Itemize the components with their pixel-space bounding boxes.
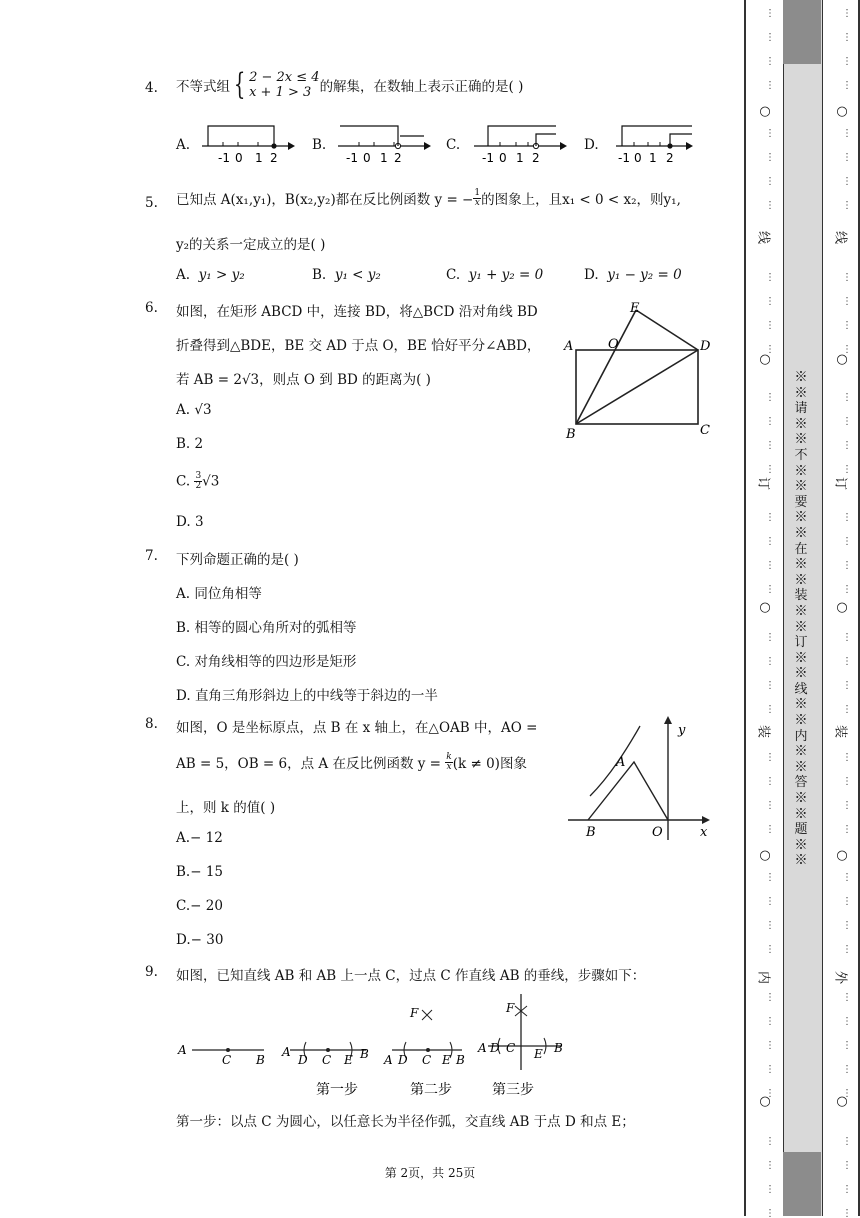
svg-text:B: B (360, 1047, 369, 1061)
q8-number: 8. (145, 716, 158, 732)
binding-circle-icon: ○ (836, 848, 848, 863)
svg-text:1: 1 (516, 151, 524, 165)
svg-text:-1: -1 (618, 151, 630, 165)
binding-dots: ⋯ (764, 344, 775, 354)
svg-text:E: E (534, 1047, 543, 1061)
svg-text:A: A (384, 1053, 393, 1067)
binding-dots: ⋯ (841, 824, 852, 834)
binding-dots: ⋯ (841, 1016, 852, 1026)
svg-text:B: B (456, 1053, 465, 1067)
q7-option-d: D. 直角三角形斜边上的中线等于斜边的一半 (176, 688, 438, 704)
binding-dots: ⋯ (841, 464, 852, 474)
number-line-b (334, 120, 434, 170)
binding-dots: ⋯ (764, 1016, 775, 1026)
q5-option-c: C. y₁ + y₂ = 0 (446, 267, 544, 283)
svg-text:0: 0 (363, 151, 371, 165)
svg-text:1: 1 (380, 151, 388, 165)
binding-dots: ⋯ (841, 584, 852, 594)
q6-line2: 折叠得到△BDE，BE 交 AD 于点 O，BE 恰好平分∠ABD， (176, 338, 541, 354)
svg-text:C: C (222, 1053, 232, 1067)
label-c: C (700, 423, 710, 438)
binding-dots: ⋯ (764, 128, 775, 138)
binding-dots: ⋯ (764, 632, 775, 642)
binding-dots: ⋯ (764, 536, 775, 546)
binding-dots: ⋯ (841, 1088, 852, 1098)
label-a: A (564, 339, 574, 354)
binding-dots: ⋯ (841, 1064, 852, 1074)
binding-block-bottom (783, 1152, 821, 1216)
step-caption: 第二步 (410, 1082, 452, 1098)
binding-border-right (858, 0, 860, 1216)
q8-option-a: A.− 12 (176, 830, 223, 846)
binding-dots: ⋯ (764, 920, 775, 930)
q7-stem: 下列命题正确的是( ) (176, 552, 299, 568)
svg-text:A: A (282, 1045, 291, 1059)
binding-dots: ⋯ (841, 272, 852, 282)
q9-construction-figure (170, 990, 590, 1100)
svg-text:2: 2 (666, 151, 674, 165)
q8-line3: 上，则 k 的值( ) (176, 800, 276, 816)
binding-dots: ⋯ (764, 560, 775, 570)
label-o: O (652, 825, 663, 840)
binding-dots: ⋯ (841, 512, 852, 522)
svg-text:1: 1 (649, 151, 657, 165)
svg-text:2: 2 (394, 151, 402, 165)
q6-option-b: B. 2 (176, 436, 204, 452)
binding-dots: ⋯ (764, 512, 775, 522)
binding-circle-icon: ○ (836, 1094, 848, 1109)
label-b: B (566, 427, 576, 442)
binding-char: 订 (832, 476, 848, 490)
q5-line2: y₂的关系一定成立的是( ) (176, 237, 326, 253)
binding-dots: ⋯ (764, 1088, 775, 1098)
svg-text:D: D (398, 1053, 408, 1067)
q5-option-d: D. y₁ − y₂ = 0 (584, 267, 682, 283)
label-b: B (586, 825, 596, 840)
binding-dots: ⋯ (841, 200, 852, 210)
binding-dots: ⋯ (841, 656, 852, 666)
svg-text:-1: -1 (346, 151, 358, 165)
binding-dots: ⋯ (841, 320, 852, 330)
svg-text:0: 0 (235, 151, 243, 165)
binding-dots: ⋯ (841, 32, 852, 42)
binding-char: 线 (832, 230, 848, 244)
binding-dots: ⋯ (764, 464, 775, 474)
binding-char: 装 (755, 724, 771, 738)
svg-text:2: 2 (270, 151, 278, 165)
binding-dots: ⋯ (841, 704, 852, 714)
q6-line1: 如图，在矩形 ABCD 中，连接 BD，将△BCD 沿对角线 BD (176, 304, 538, 320)
q6-number: 6. (145, 300, 158, 316)
binding-dots: ⋯ (841, 800, 852, 810)
svg-text:C: C (422, 1053, 432, 1067)
binding-dots: ⋯ (841, 896, 852, 906)
q5-number: 5. (145, 195, 158, 211)
q9-step1-text: 第一步：以点 C 为圆心，以任意长为半径作弧，交直线 AB 于点 D 和点 E； (176, 1114, 635, 1130)
binding-circle-icon: ○ (836, 600, 848, 615)
binding-char: 线 (755, 230, 771, 244)
binding-dots: ⋯ (764, 800, 775, 810)
svg-text:F: F (410, 1006, 419, 1020)
svg-text:0: 0 (499, 151, 507, 165)
binding-dots: ⋯ (841, 536, 852, 546)
binding-dots: ⋯ (841, 632, 852, 642)
svg-text:C: C (322, 1053, 332, 1067)
q7-option-c: C. 对角线相等的四边形是矩形 (176, 654, 357, 670)
binding-dots: ⋯ (841, 944, 852, 954)
svg-text:A: A (478, 1041, 487, 1055)
svg-text:-1: -1 (482, 151, 494, 165)
binding-dots: ⋯ (764, 680, 775, 690)
svg-text:E: E (344, 1053, 353, 1067)
q5-option-b: B. y₁ < y₂ (312, 267, 381, 283)
q6-option-a: A. √3 (176, 402, 212, 418)
q4-option-d-label: D. (584, 137, 599, 153)
binding-dots: ⋯ (764, 704, 775, 714)
binding-dots: ⋯ (764, 1160, 775, 1170)
binding-dots: ⋯ (841, 56, 852, 66)
q4-option-b-label: B. (312, 137, 327, 153)
binding-dots: ⋯ (841, 560, 852, 570)
binding-dots: ⋯ (841, 416, 852, 426)
number-line-c (470, 120, 570, 170)
binding-dots: ⋯ (764, 752, 775, 762)
binding-dots: ⋯ (764, 80, 775, 90)
binding-dots: ⋯ (841, 776, 852, 786)
binding-dots: ⋯ (764, 320, 775, 330)
binding-border-left (744, 0, 746, 1216)
number-line-a (198, 120, 298, 170)
binding-dots: ⋯ (764, 1136, 775, 1146)
svg-text:A: A (178, 1043, 187, 1057)
q5-option-a: A. y₁ > y₂ (176, 267, 245, 283)
binding-circle-icon: ○ (759, 1094, 771, 1109)
binding-char: 内 (755, 970, 771, 984)
binding-dots: ⋯ (841, 872, 852, 882)
q6-rectangle-figure (560, 298, 720, 443)
binding-dots: ⋯ (764, 272, 775, 282)
binding-dots: ⋯ (764, 296, 775, 306)
q9-stem: 如图，已知直线 AB 和 AB 上一点 C，过点 C 作直线 AB 的垂线，步骤如下： (176, 968, 646, 984)
binding-dots: ⋯ (841, 80, 852, 90)
binding-circle-icon: ○ (759, 600, 771, 615)
binding-char: 外 (832, 970, 848, 984)
binding-circle-icon: ○ (759, 848, 771, 863)
svg-text:B: B (554, 1041, 563, 1055)
binding-block-top (783, 0, 821, 64)
svg-text:B: B (256, 1053, 265, 1067)
binding-dots: ⋯ (841, 1160, 852, 1170)
binding-dots: ⋯ (841, 152, 852, 162)
q4-number: 4. (145, 80, 158, 96)
svg-text:1: 1 (255, 151, 263, 165)
binding-circle-icon: ○ (759, 352, 771, 367)
binding-dots: ⋯ (764, 992, 775, 1002)
q6-option-d: D. 3 (176, 514, 204, 530)
q8-line2: AB = 5，OB = 6，点 A 在反比例函数 y = $\frac{k}{x}$ (k ≠ 0)图象 (176, 751, 527, 772)
binding-dots: ⋯ (764, 1208, 775, 1218)
binding-dots: ⋯ (764, 824, 775, 834)
binding-dots: ⋯ (841, 680, 852, 690)
binding-char: 订 (755, 476, 771, 490)
binding-dots: ⋯ (764, 416, 775, 426)
binding-dots: ⋯ (764, 872, 775, 882)
q4-option-c-label: C. (446, 137, 461, 153)
binding-dots: ⋯ (764, 584, 775, 594)
q9-number: 9. (145, 964, 158, 980)
binding-dots: ⋯ (764, 56, 775, 66)
tick-label: -1 (218, 151, 230, 165)
binding-dots: ⋯ (764, 176, 775, 186)
binding-dots: ⋯ (841, 1040, 852, 1050)
binding-dots: ⋯ (841, 920, 852, 930)
q6-option-c: C. $\frac{3}{2}$ √3 (176, 471, 220, 491)
binding-dots: ⋯ (841, 392, 852, 402)
label-a: A (616, 755, 626, 770)
q4-option-a-label: A. (176, 137, 191, 153)
q5-line1: 已知点 A(x₁,y₁)，B(x₂,y₂)都在反比例函数 y = − $\frac{1}{x}$ 的图象上，且x₁ < 0 < x₂，则y₁, (176, 187, 681, 208)
binding-dots: ⋯ (841, 1208, 852, 1218)
svg-text:0: 0 (634, 151, 642, 165)
label-e: E (630, 301, 640, 316)
binding-dots: ⋯ (841, 992, 852, 1002)
binding-dots: ⋯ (764, 152, 775, 162)
binding-dots: ⋯ (764, 944, 775, 954)
svg-text:2: 2 (532, 151, 540, 165)
q4-stem: 不等式组 { 2 − 2x ≤ 4 x + 1 > 3 的解集，在数轴上表示正确的是( ) (176, 67, 524, 102)
binding-dots: ⋯ (764, 200, 775, 210)
q8-option-c: C.− 20 (176, 898, 223, 914)
binding-circle-icon: ○ (836, 104, 848, 119)
svg-text:E: E (442, 1053, 451, 1067)
q8-option-b: B.− 15 (176, 864, 223, 880)
binding-dots: ⋯ (764, 896, 775, 906)
binding-dots: ⋯ (841, 1184, 852, 1194)
binding-dots: ⋯ (764, 440, 775, 450)
binding-dots: ⋯ (764, 776, 775, 786)
svg-text:F: F (506, 1001, 515, 1015)
binding-char: 装 (832, 724, 848, 738)
binding-dots: ⋯ (841, 8, 852, 18)
step-caption: 第一步 (316, 1082, 358, 1098)
label-d: D (700, 339, 711, 354)
step-caption: 第三步 (492, 1082, 534, 1098)
q7-option-b: B. 相等的圆心角所对的弧相等 (176, 620, 357, 636)
q6-line3: 若 AB = 2√3，则点 O 到 BD 的距离为( ) (176, 372, 431, 388)
q7-number: 7. (145, 548, 158, 564)
binding-dots: ⋯ (841, 176, 852, 186)
binding-dots: ⋯ (841, 1136, 852, 1146)
binding-dots: ⋯ (764, 8, 775, 18)
svg-text:D: D (298, 1053, 308, 1067)
label-y: y (678, 723, 686, 738)
binding-dots: ⋯ (841, 440, 852, 450)
binding-dots: ⋯ (841, 296, 852, 306)
binding-dots: ⋯ (841, 128, 852, 138)
q8-line1: 如图，O 是坐标原点，点 B 在 x 轴上，在△OAB 中，AO = (176, 720, 538, 736)
page-footer: 第 2页，共 25页 (384, 1166, 476, 1180)
brace: { (233, 67, 246, 102)
q8-option-d: D.− 30 (176, 932, 224, 948)
binding-dots: ⋯ (841, 344, 852, 354)
number-line-d (612, 120, 712, 170)
label-o: O (608, 337, 619, 352)
svg-text:C: C (506, 1041, 516, 1055)
binding-dots: ⋯ (764, 1184, 775, 1194)
binding-dots: ⋯ (764, 1040, 775, 1050)
label-x: x (700, 825, 708, 840)
binding-warning-text: ※※请※※不※※要※※在※※装※※订※※线※※内※※答※※题※※ (794, 370, 808, 869)
q8-coordinate-figure (560, 712, 720, 842)
q7-option-a: A. 同位角相等 (176, 586, 262, 602)
binding-circle-icon: ○ (759, 104, 771, 119)
binding-dots: ⋯ (764, 392, 775, 402)
svg-text:D: D (490, 1041, 500, 1055)
binding-dots: ⋯ (764, 1064, 775, 1074)
binding-dots: ⋯ (764, 656, 775, 666)
binding-dots: ⋯ (764, 32, 775, 42)
binding-dots: ⋯ (841, 752, 852, 762)
binding-circle-icon: ○ (836, 352, 848, 367)
